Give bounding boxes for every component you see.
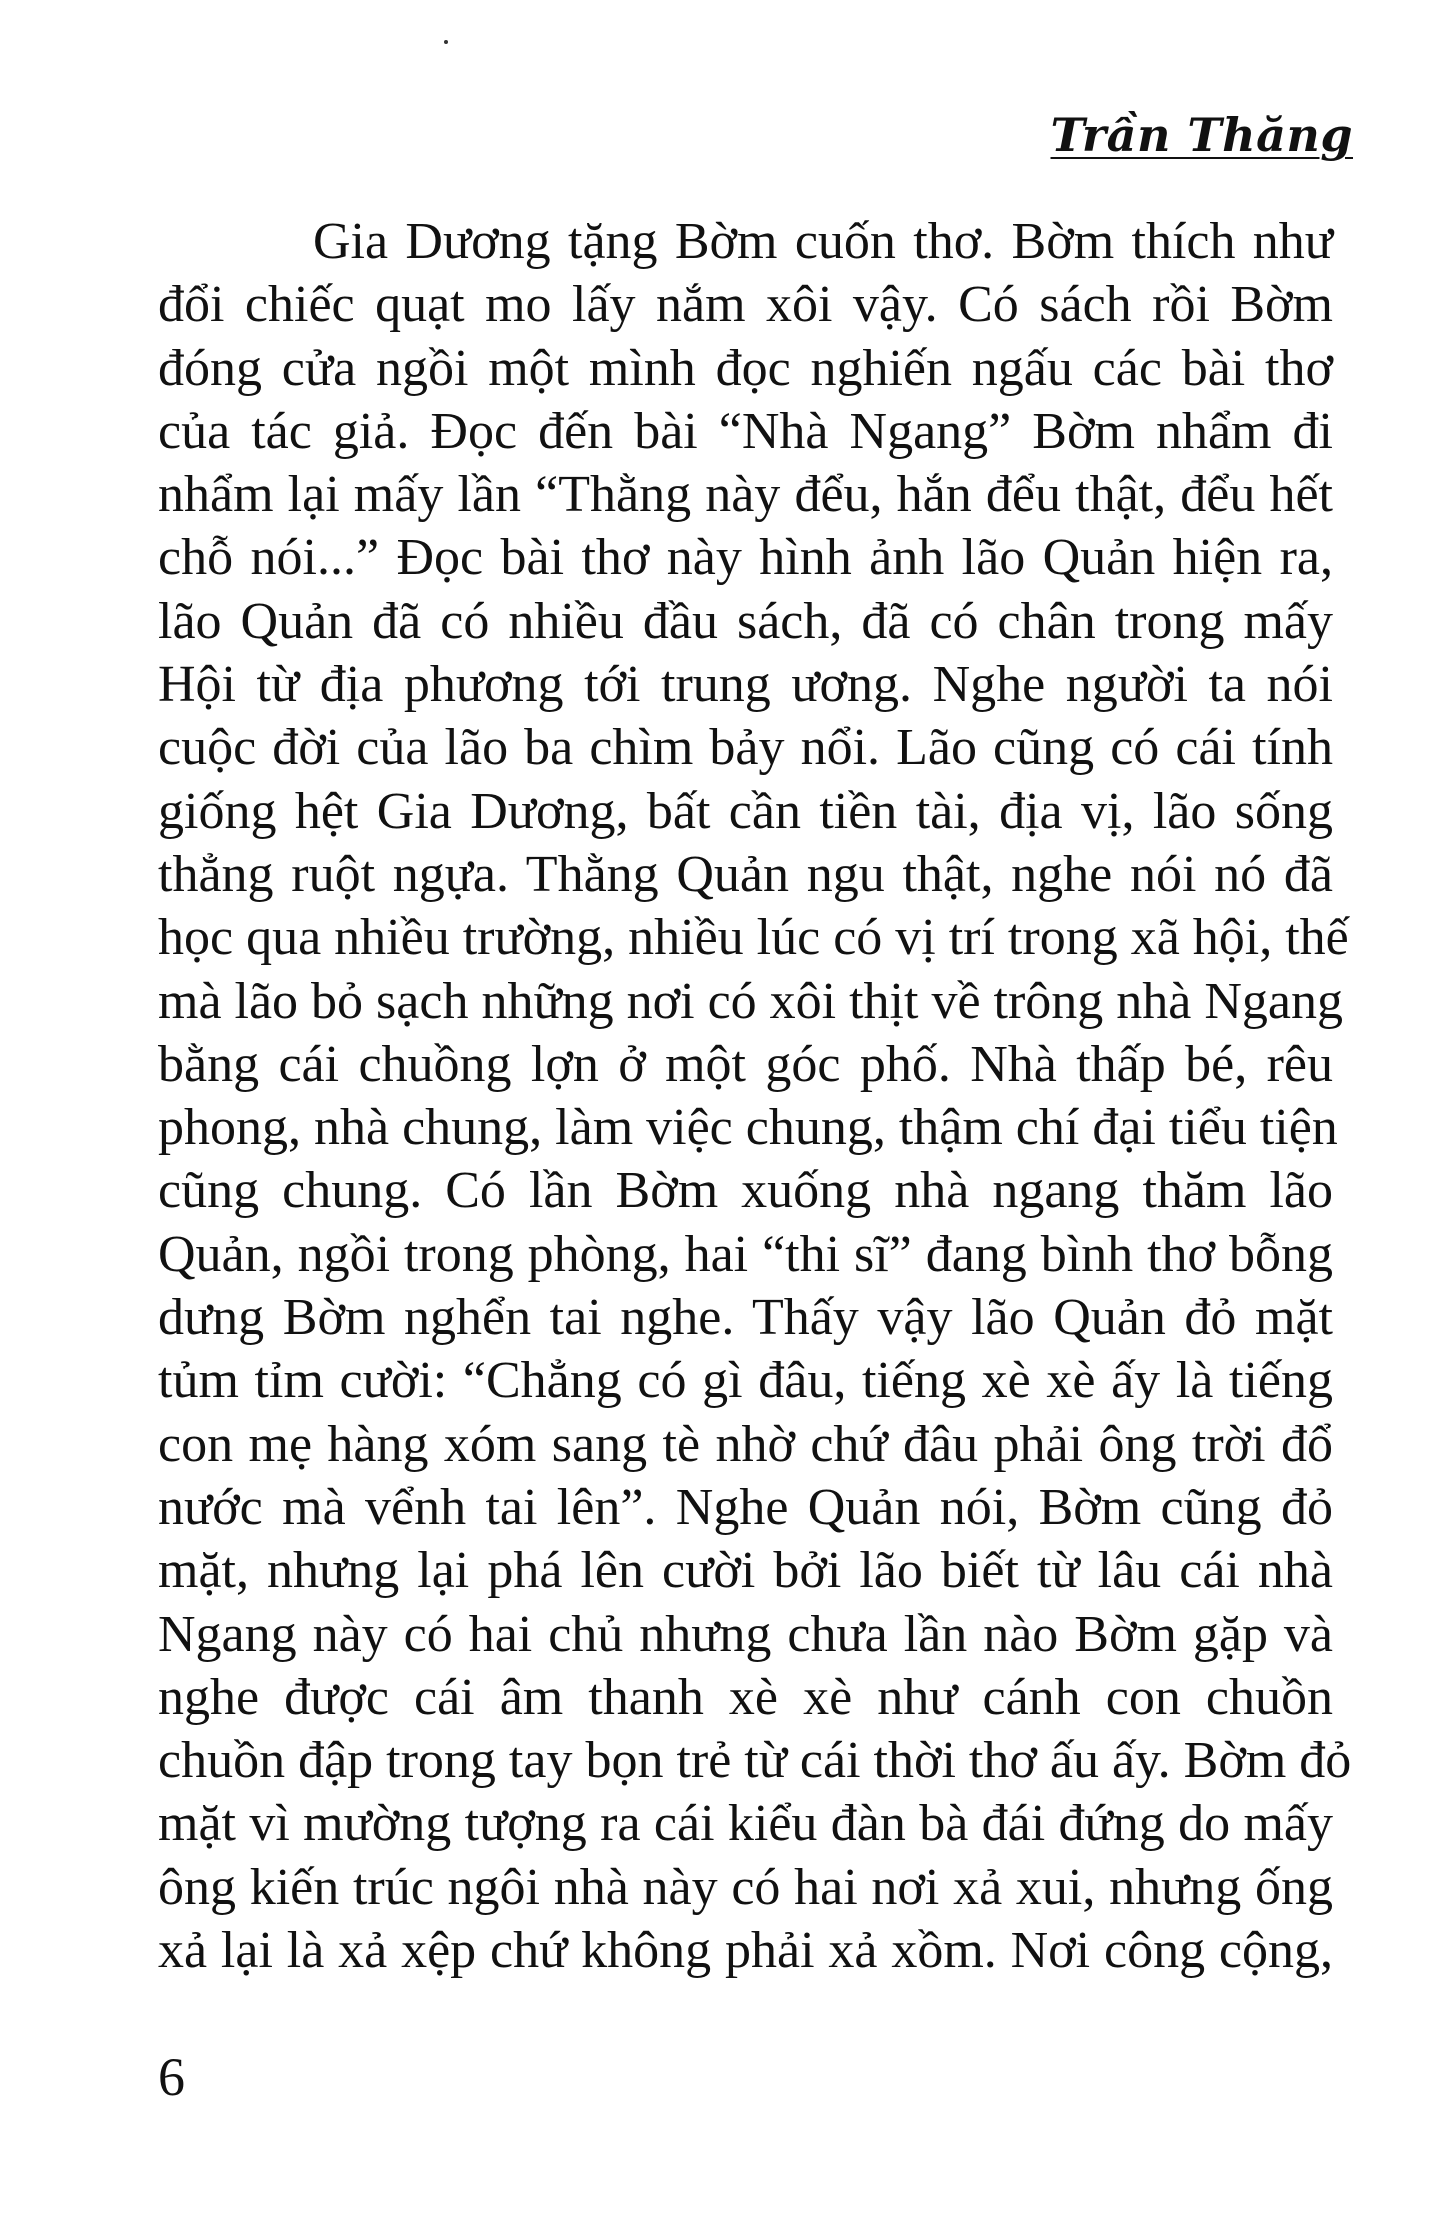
text-line: chuồn đập trong tay bọn trẻ từ cái thời thơ ấu ấy. Bờm đỏ bbox=[158, 1732, 1352, 1790]
text-line: tủm tỉm cười: “Chẳng có gì đâu, tiếng xè xè ấy là tiếng bbox=[158, 1352, 1333, 1410]
text-line: nghe được cái âm thanh xè xè như cánh con chuồn bbox=[158, 1668, 1333, 1726]
text-line: thẳng ruột ngựa. Thằng Quản ngu thật, nghe nói nó đã bbox=[158, 845, 1333, 903]
text-line: mà lão bỏ sạch những nơi có xôi thịt về trông nhà Ngang bbox=[158, 972, 1344, 1030]
text-line: mặt, nhưng lại phá lên cười bởi lão biết từ lâu cái nhà bbox=[158, 1542, 1333, 1600]
text-line: mặt vì mường tượng ra cái kiểu đàn bà đái đứng do mấy bbox=[158, 1795, 1333, 1853]
text-line: Ngang này có hai chủ nhưng chưa lần nào Bờm gặp và bbox=[158, 1605, 1333, 1663]
text-line: học qua nhiều trường, nhiều lúc có vị trí trong xã hội, thế bbox=[158, 909, 1349, 967]
text-line: Quản, ngồi trong phòng, hai “thi sĩ” đang bình thơ bỗng bbox=[158, 1225, 1333, 1283]
page-number: 6 bbox=[158, 2047, 185, 2107]
text-line: nhẩm lại mấy lần “Thằng này đểu, hắn đểu thật, đểu hết bbox=[158, 466, 1333, 524]
text-line: ông kiến trúc ngôi nhà này có hai nơi xả xui, nhưng ống bbox=[158, 1858, 1333, 1916]
text-line: nước mà vểnh tai lên”. Nghe Quản nói, Bờm cũng đỏ bbox=[158, 1478, 1333, 1536]
body-text bbox=[158, 210, 1352, 1982]
text-line: con mẹ hàng xóm sang tè nhờ chứ đâu phải ông trời đổ bbox=[158, 1415, 1333, 1473]
running-header-author: Trần Thăng bbox=[1050, 108, 1353, 162]
text-line: cũng chung. Có lần Bờm xuống nhà ngang thăm lão bbox=[158, 1162, 1333, 1220]
text-line: đổi chiếc quạt mo lấy nắm xôi vậy. Có sách rồi Bờm bbox=[158, 276, 1333, 334]
text-line: bằng cái chuồng lợn ở một góc phố. Nhà thấp bé, rêu bbox=[158, 1035, 1333, 1093]
text-line: dưng Bờm nghển tai nghe. Thấy vậy lão Quản đỏ mặt bbox=[158, 1289, 1333, 1347]
text-line: Gia Dương tặng Bờm cuốn thơ. Bờm thích như bbox=[313, 213, 1333, 270]
text-line: của tác giả. Đọc đến bài “Nhà Ngang” Bờm nhẩm đi bbox=[158, 402, 1333, 460]
text-line: Hội từ địa phương tới trung ương. Nghe người ta nói bbox=[158, 656, 1333, 714]
text-line: giống hệt Gia Dương, bất cần tiền tài, địa vị, lão sống bbox=[158, 782, 1333, 840]
text-line: xả lại là xả xệp chứ không phải xả xồm. Nơi công cộng, bbox=[158, 1922, 1333, 1980]
text-line: đóng cửa ngồi một mình đọc nghiến ngấu các bài thơ bbox=[158, 339, 1333, 397]
text-line: cuộc đời của lão ba chìm bảy nổi. Lão cũng có cái tính bbox=[158, 719, 1333, 777]
text-line: lão Quản đã có nhiều đầu sách, đã có chân trong mấy bbox=[158, 592, 1333, 650]
text-line: phong, nhà chung, làm việc chung, thậm chí đại tiểu tiện bbox=[158, 1099, 1338, 1157]
print-speck bbox=[444, 40, 448, 44]
text-line: chỗ nói...” Đọc bài thơ này hình ảnh lão Quản hiện ra, bbox=[158, 529, 1333, 587]
